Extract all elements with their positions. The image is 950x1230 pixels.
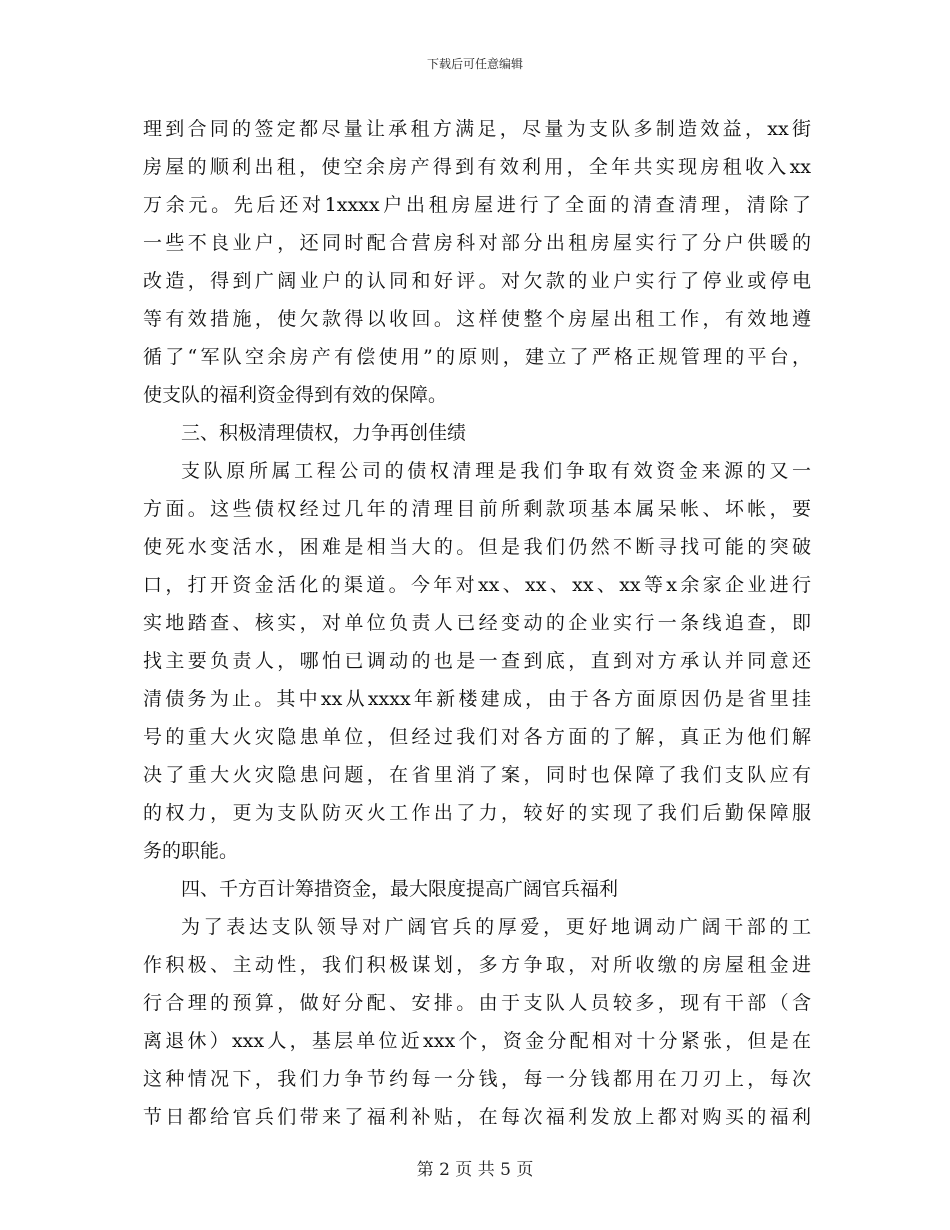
text-line: 决了重大火灾隐患问题，在省里消了案，同时也保障了我们支队应有 — [143, 764, 811, 786]
text-line: 口，打开资金活化的渠道。今年对xx、xx、xx、xx等x余家企业进行 — [143, 574, 811, 596]
text-line: 离退休）xxx人，基层单位近xxx个，资金分配相对十分紧张，但是在 — [143, 1030, 811, 1052]
text-line: 一些不良业户，还同时配合营房科对部分出租房屋实行了分户供暖的 — [143, 232, 811, 254]
text-line: 实地踏查、核实，对单位负责人已经变动的企业实行一条线追查，即 — [143, 612, 811, 634]
document-body — [143, 110, 811, 1136]
text-line: 号的重大火灾隐患单位，但经过我们对各方面的了解，真正为他们解 — [143, 726, 811, 748]
text-line: 方面。这些债权经过几年的清理目前所剩款项基本属呆帐、坏帐，要 — [143, 498, 811, 520]
text-line: 节日都给官兵们带来了福利补贴，在每次福利发放上都对购买的福利 — [143, 1106, 811, 1128]
text-line: 为了表达支队领导对广阔官兵的厚爱，更好地调动广阔干部的工 — [181, 916, 811, 938]
text-line: 的权力，更为支队防灭火工作出了力，较好的实现了我们后勤保障服 — [143, 802, 811, 824]
page-header: 下载后可任意编辑 — [426, 57, 523, 71]
section-heading: 四、千方百计筹措资金，最大限度提高广阔官兵福利 — [181, 878, 619, 900]
text-line: 万余元。先后还对1xxxx户出租房屋进行了全面的清查清理，清除了 — [143, 194, 811, 216]
text-line: 循了“军队空余房产有偿使用”的原则，建立了严格正规管理的平台， — [143, 346, 811, 368]
text-line: 等有效措施，使欠款得以收回。这样使整个房屋出租工作，有效地遵 — [143, 308, 811, 330]
section-heading: 三、积极清理债权，力争再创佳绩 — [181, 422, 467, 444]
page-number: 第 2 页 共 5 页 — [416, 1160, 534, 1180]
text-line: 找主要负责人，哪怕已调动的也是一查到底，直到对方承认并同意还 — [143, 650, 811, 672]
text-line: 这种情况下，我们力争节约每一分钱，每一分钱都用在刀刃上，每次 — [143, 1068, 811, 1090]
text-line: 使死水变活水，困难是相当大的。但是我们仍然不断寻找可能的突破 — [143, 536, 811, 558]
text-line: 务的职能。 — [143, 840, 239, 862]
text-line: 行合理的预算，做好分配、安排。由于支队人员较多，现有干部（含 — [143, 992, 811, 1014]
text-line: 作积极、主动性，我们积极谋划，多方争取，对所收缴的房屋租金进 — [143, 954, 811, 976]
text-line: 清债务为止。其中xx从xxxx年新楼建成，由于各方面原因仍是省里挂 — [143, 688, 811, 710]
text-line: 改造，得到广阔业户的认同和好评。对欠款的业户实行了停业或停电 — [143, 270, 811, 292]
text-line: 房屋的顺利出租，使空余房产得到有效利用，全年共实现房租收入xx — [143, 156, 811, 178]
text-line: 理到合同的签定都尽量让承租方满足，尽量为支队多制造效益，xx街 — [143, 118, 811, 140]
text-line: 支队原所属工程公司的债权清理是我们争取有效资金来源的又一 — [181, 460, 811, 482]
text-line: 使支队的福利资金得到有效的保障。 — [143, 384, 448, 406]
